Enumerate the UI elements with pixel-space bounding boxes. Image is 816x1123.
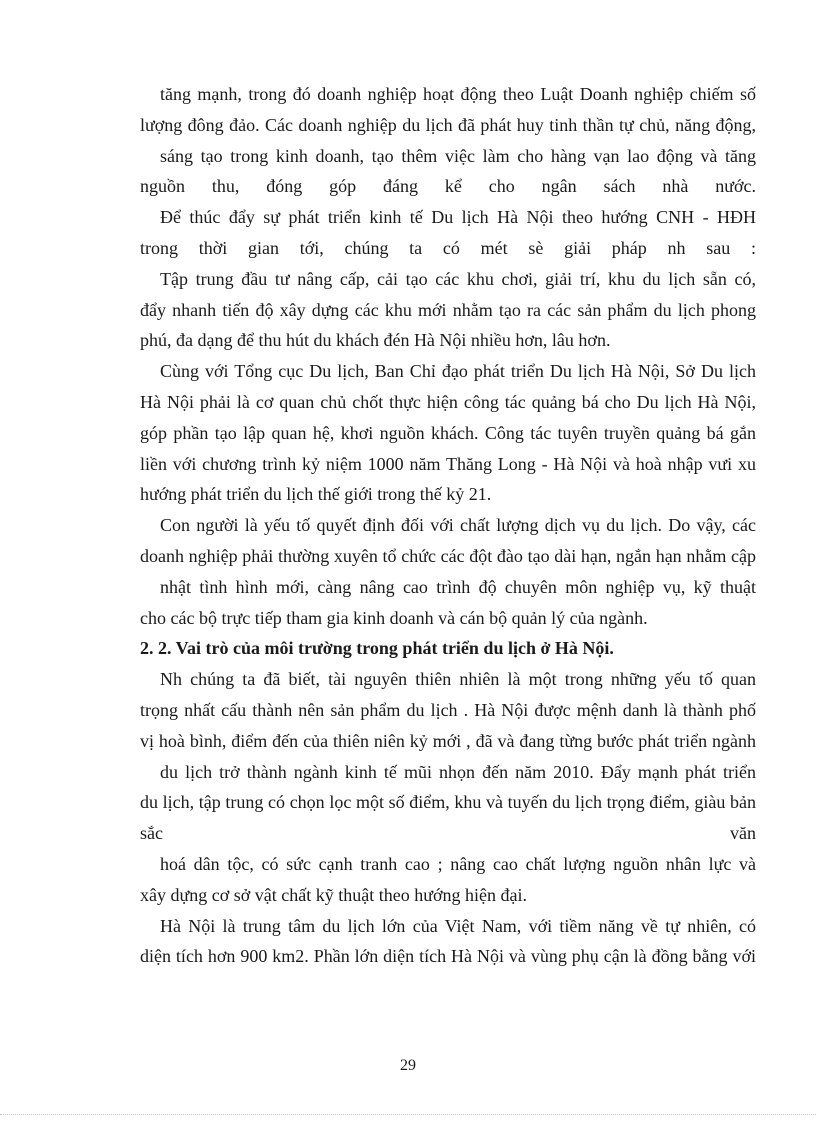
text-line: sáng tạo trong kinh doanh, tạo thêm việc làm cho hàng vạn lao động và tăng (160, 146, 756, 166)
text-line: Nh chúng ta đã biết, tài nguyên thiên nhiên là một trong những yếu tố quan (160, 669, 756, 689)
text-line: trong thời gian tới, chúng ta có mét sè giải pháp nh sau : (140, 238, 756, 258)
text-line: diện tích hơn 900 km2. Phần lớn diện tích Hà Nội và vùng phụ cận là đồng bằng với (140, 946, 756, 966)
text-line: doanh nghiệp phải thường xuyên tổ chức các đột đào tạo dài hạn, ngắn hạn nhằm cập (140, 546, 756, 566)
text-line: Để thúc đẩy sự phát triển kinh tế Du lịch Hà Nội theo hướng CNH - HĐH (160, 207, 756, 227)
text-line: cho các bộ trực tiếp tham gia kinh doanh và cán bộ quản lý của ngành. (140, 608, 648, 628)
text-line: nguồn thu, đóng góp đáng kể cho ngân sách nhà nước. (140, 176, 756, 196)
text-line: xây dựng cơ sở vật chất kỹ thuật theo hướng hiện đại. (140, 885, 527, 905)
section-heading: 2. 2. Vai trò của môi trường trong phát triển du lịch ở Hà Nội. (140, 638, 614, 658)
text-line: Hà Nội phải là cơ quan chủ chốt thực hiện công tác quảng bá cho Du lịch Hà Nội, (140, 392, 756, 412)
text-line: Tập trung đầu tư nâng cấp, cải tạo các khu chơi, giải trí, khu du lịch sẵn có, (160, 269, 756, 289)
text-line: vị hoà bình, điểm đến của thiên niên kỷ mới , đã và đang từng bước phát triển ngành (140, 731, 756, 751)
text-line: Hà Nội là trung tâm du lịch lớn của Việt Nam, với tiềm năng về tự nhiên, có (160, 916, 756, 936)
text-line: hướng phát triển du lịch thế giới trong thế kỷ 21. (140, 484, 492, 504)
text-line: liền với chương trình kỷ niệm 1000 năm Thăng Long - Hà Nội và hoà nhập vưi xu (140, 454, 756, 474)
text-line: du lịch, tập trung có chọn lọc một số điểm, khu và tuyến du lịch trọng điểm, giàu bản (140, 792, 756, 812)
text-line: sắc văn (140, 823, 756, 843)
text-line: lượng đông đảo. Các doanh nghiệp du lịch đã phát huy tinh thần tự chủ, năng động, (140, 115, 756, 135)
text-line: nhật tình hình mới, càng nâng cao trình độ chuyên môn nghiệp vụ, kỹ thuật (160, 577, 756, 597)
text-line: du lịch trở thành ngành kinh tế mũi nhọn đến năm 2010. Đẩy mạnh phát triển (160, 762, 756, 782)
text-line: phú, đa dạng để thu hút du khách đén Hà Nội nhiều hơn, lâu hơn. (140, 330, 611, 350)
page-bottom-border (0, 1114, 816, 1115)
text-line: tăng mạnh, trong đó doanh nghiệp hoạt động theo Luật Doanh nghiệp chiếm số (160, 84, 756, 104)
text-line: hoá dân tộc, có sức cạnh tranh cao ; nâng cao chất lượng nguồn nhân lực và (160, 854, 756, 874)
text-line: Con người là yếu tố quyết định đối với chất lượng dịch vụ du lịch. Do vậy, các (160, 515, 756, 535)
text-line: đẩy nhanh tiến độ xây dựng các khu mới nhằm tạo ra các sản phẩm du lịch phong (140, 300, 756, 320)
text-line: trọng nhất cấu thành nên sản phẩm du lịch . Hà Nội được mệnh danh là thành phố (140, 700, 756, 720)
text-line: Cùng với Tổng cục Du lịch, Ban Chỉ đạo phát triển Du lịch Hà Nội, Sở Du lịch (160, 361, 756, 381)
text-line: góp phần tạo lập quan hệ, khơi nguồn khách. Công tác tuyên truyền quảng bá gắn (140, 423, 756, 443)
page-number: 29 (400, 1057, 416, 1074)
